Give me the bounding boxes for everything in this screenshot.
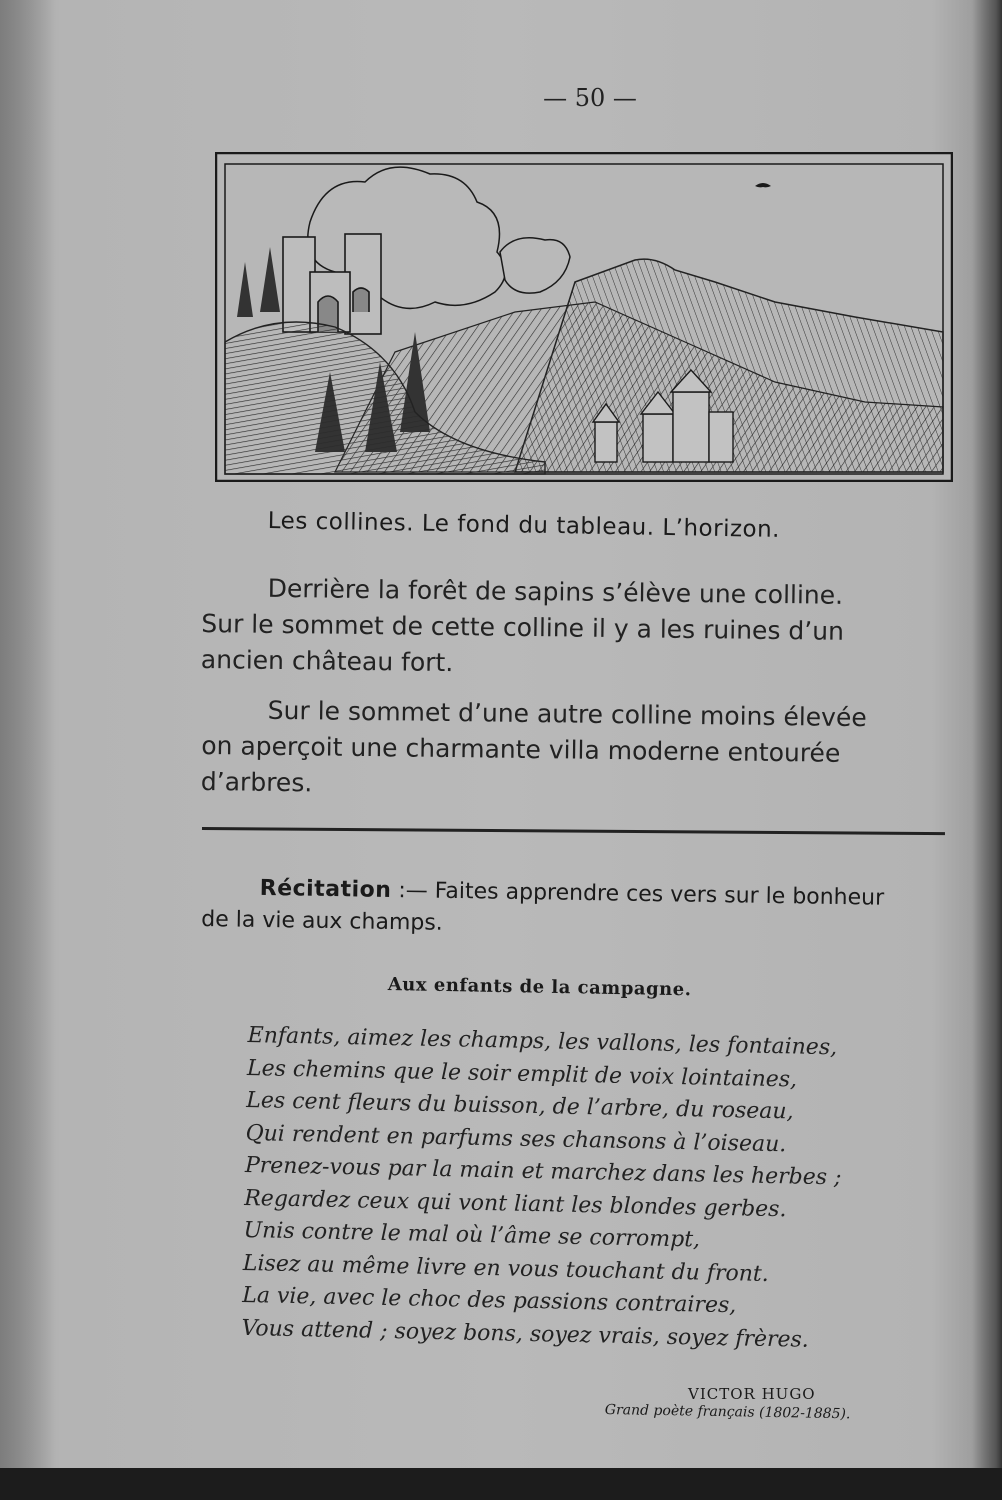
poem-line: Regardez ceux qui vont liant les blondes gerbes. — [244, 1185, 787, 1222]
poem-line: Enfants, aimez les champs, les vallons, les fontaines, — [247, 1022, 838, 1061]
recitation-label: Récitation — [259, 875, 392, 903]
poem-line: Les cent fleurs du buisson, de l’arbre, du roseau, — [246, 1087, 794, 1125]
recitation-instruction — [201, 872, 947, 948]
poem-line: Lisez au même livre en vous touchant du front. — [242, 1250, 769, 1287]
landscape-illustration — [215, 152, 953, 482]
paragraph-2 — [201, 692, 950, 809]
poem-line: Prenez-vous par la main et marchez dans les herbes ; — [244, 1152, 842, 1191]
paragraph-2-line-1: Sur le sommet d’une autre colline moins élevée — [267, 695, 867, 733]
recitation-text-1: :— Faites apprendre ces vers sur le bonheur — [391, 877, 885, 911]
paragraph-2-line-3: d’arbres. — [200, 766, 313, 798]
poem-line: La vie, avec le choc des passions contraires, — [241, 1282, 737, 1319]
poem-author: VICTOR HUGO — [688, 1385, 816, 1403]
poem-body — [241, 1020, 928, 1359]
page-number: — 50 — — [543, 84, 637, 112]
binding-shadow — [0, 0, 55, 1500]
paragraph-1-line-1: Derrière la forêt de sapins s’élève une colline. — [267, 573, 844, 610]
poem-line: Unis contre le mal où l’âme se corrompt, — [243, 1217, 701, 1253]
paragraph-2-line-2: on aperçoit une charmante villa moderne entourée — [201, 730, 841, 768]
illustration-caption: Les collines. Le fond du tableau. L’horizon. — [267, 508, 781, 543]
recitation-text-2: de la vie aux champs. — [201, 906, 443, 936]
author-description: Grand poète français (1802-1885). — [604, 1402, 851, 1423]
page-edge — [972, 0, 1002, 1500]
paragraph-1-line-3: ancien château fort. — [200, 644, 454, 678]
paragraph-1 — [201, 570, 950, 687]
scan-bottom-edge — [0, 1468, 1002, 1500]
poem-line: Vous attend ; soyez bons, soyez vrais, soyez frères. — [241, 1315, 810, 1353]
poem-title: Aux enfants de la campagne. — [387, 974, 692, 1001]
paragraph-1-line-2: Sur le sommet de cette colline il y a les ruines d’un — [201, 608, 845, 646]
section-divider — [202, 827, 945, 835]
poem-line: Qui rendent en parfums ses chansons à l’oiseau. — [245, 1120, 787, 1157]
poem-line: Les chemins que le soir emplit de voix lointaines, — [246, 1055, 798, 1093]
